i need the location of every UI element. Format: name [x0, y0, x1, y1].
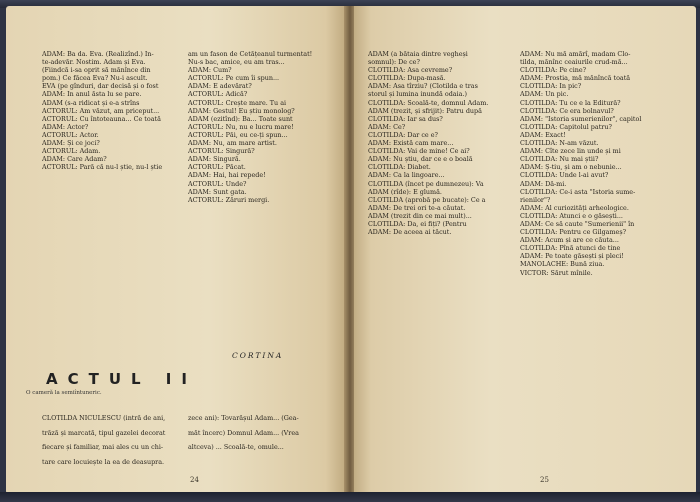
cortina-label: CORTINA	[232, 351, 284, 360]
text-line: ADAM: Nu, am mare artist.	[188, 139, 277, 148]
text-line: ADAM: Ce?	[368, 122, 406, 131]
text-line: tare care locuiește la ea de deasupra.	[42, 457, 165, 466]
text-line: ADAM: Un pic.	[520, 90, 569, 99]
text-line: CLOTILDA: Iar sa dus?	[368, 114, 443, 123]
text-line: ADAM: Sunt gata.	[188, 187, 247, 196]
text-line: ACTORUL: Cu întoteauna... Ce toată	[42, 114, 161, 123]
text-line: CLOTILDA: Ce era bolnavul?	[520, 106, 614, 115]
text-line: ACTORUL: Crește mare. Tu ai	[188, 98, 287, 107]
text-line: EVA (pe gînduri, dar decisă și o fost	[42, 82, 159, 91]
text-line: ACTORUL: Zăruri mergi.	[188, 195, 270, 204]
text-line: ADAM: Există cam mare...	[368, 139, 454, 148]
text-line: CLOTILDA: Atunci e o găsești...	[520, 211, 623, 220]
text-line: ACTORUL: Actor.	[42, 130, 99, 139]
text-line: ADAM: Gestul! Eu știu monolog?	[188, 106, 295, 115]
text-line: (Fiindcă i-sa oprit să mănînce din	[42, 66, 151, 75]
text-line: ADAM (s-a ridicat și e-a strîns	[42, 98, 140, 107]
table-shadow	[0, 492, 700, 502]
text-line: ADAM: Singură.	[188, 155, 241, 164]
text-line: ADAM: Ba da. Eva. (Realizînd.) In-	[42, 50, 154, 58]
text-line: zece ani): Tovarășul Adam... (Gea-	[188, 414, 299, 423]
text-line: altceva) ... Scoală-te, omule...	[188, 443, 284, 452]
text-line: rienilor"?	[520, 195, 551, 204]
text-line: CLOTILDA: Da, ei fiți? (Pentru	[368, 219, 467, 228]
text-line: tilda, mănînc ceaiurile crud-mă...	[520, 58, 628, 67]
text-line: ACTORUL: Nu, nu e lucru mare!	[188, 122, 294, 131]
text-line: ACTORUL: Păcat.	[188, 163, 246, 172]
text-line: ADAM: De aceea ai tăcut.	[368, 228, 452, 237]
act-subtitle: O cameră la semiîntuneric.	[26, 390, 102, 396]
text-line: CLOTILDA: Capitolul patru?	[520, 122, 612, 131]
text-line: ADAM: De trei ori te-a căutat.	[368, 203, 466, 212]
text-line: CLOTILDA: Vai de mine! Ce ai?	[368, 147, 470, 156]
text-line: CLOTILDA: Pînă atunci de tine	[520, 244, 621, 253]
text-line: storul și lumina inundă odaia.)	[368, 90, 467, 99]
text-line: ADAM: In anul ăsta lu se pare.	[42, 90, 142, 99]
page-number-left: 24	[190, 476, 199, 484]
text-line: trăză și marcată, tipul gazelei decorat	[42, 428, 166, 437]
text-line: CLOTILDA: Dar ce e?	[368, 130, 438, 139]
text-line: ADAM: Cum?	[188, 66, 232, 75]
text-line: ADAM (rîde): E glumă.	[368, 187, 442, 196]
text-line: ADAM: Hai, hai repede!	[188, 171, 266, 180]
text-line: am un fason de Cetățeanul turmentat!	[188, 50, 313, 58]
text-line: ACTORUL: Pe cum îi spun...	[188, 74, 280, 83]
text-line: CLOTILDA: Asa cevreme?	[368, 66, 453, 75]
text-line: CLOTILDA: In pic?	[520, 82, 582, 91]
text-line: ADAM: Nu știu, dar ce e o boală	[368, 155, 473, 164]
text-line: ADAM (trezit, și sfrijit): Patru după	[368, 106, 482, 115]
text-line: ADAM: Pe toate găsești și pleci!	[520, 252, 624, 261]
text-line: somnul): De ce?	[368, 58, 420, 67]
right-page-column-2	[520, 50, 670, 277]
text-line: ADAM: Care Adam?	[42, 155, 107, 164]
text-line: ADAM: Prostia, mă mănîncă toată	[520, 74, 631, 83]
right-page	[354, 6, 696, 494]
text-line: ACTORUL: Am văzut, am priceput...	[42, 106, 160, 115]
text-line: CLOTILDA: Dupa-masă.	[368, 74, 446, 83]
right-page-column-1	[368, 50, 504, 236]
text-line: ADAM: "Istoria sumerienilor", capitol	[520, 114, 642, 123]
text-line: pom.) Ce făcea Eva? Nu-i ascult.	[42, 74, 148, 83]
left-page-column-2	[188, 50, 328, 204]
text-line: ADAM: Dă-mi.	[520, 179, 567, 188]
text-line: ACTORUL: Unde?	[188, 179, 247, 188]
left-page	[6, 6, 346, 494]
text-line: CLOTILDA (încet pe dumnezeu): Va	[368, 179, 484, 188]
text-line: ACTORUL: Pară că nu-l știe, nu-l știe	[42, 163, 163, 172]
text-line: ADAM: Exact!	[520, 130, 566, 139]
text-line: ADAM: E adevărat?	[188, 82, 252, 91]
text-line: ACTORUL: Adam.	[42, 147, 101, 156]
text-line: CLOTILDA: Scoală-te, domnul Adam.	[368, 98, 489, 107]
text-line: ADAM: Și ce joci?	[42, 139, 100, 148]
text-line: ADAM: Ș-tiu, și am o nebunie...	[520, 163, 622, 172]
text-line: CLOTILDA (aprobă pe bucate): Ce a	[368, 195, 486, 204]
text-line: te-adevăr. Nostim. Adam și Eva.	[42, 58, 146, 67]
text-line: ADAM: Acum și are ce căuta...	[520, 236, 619, 245]
text-line: fiecare și familiar, mai ales cu un chi-	[42, 443, 164, 452]
text-line: Nu-s bac, amice, eu am tras...	[188, 58, 285, 67]
text-line: CLOTILDA: Pe cine?	[520, 66, 587, 75]
text-line: CLOTILDA NICULESCU (intră de ani,	[42, 414, 166, 423]
text-line: CLOTILDA: Tu ce e la Editură?	[520, 98, 621, 107]
text-line: CLOTILDA: Pentru ce Gilgameș?	[520, 228, 627, 237]
act-heading	[46, 370, 276, 392]
text-line: CLOTILDA: Ce-i asta "Istoria sume-	[520, 187, 636, 196]
text-line: CLOTILDA: N-am văzut.	[520, 139, 599, 148]
text-line: MANOLACHE: Bună ziua.	[520, 260, 605, 269]
text-line: ADAM: Asa tîrziu? (Clotilda e tras	[368, 82, 478, 91]
act-title: ACTUL II	[46, 370, 197, 388]
text-line: ADAM (trezit din ce mai mult)...	[368, 211, 472, 220]
text-line: ADAM: Ce să caute "Sumerienii" în	[520, 219, 635, 228]
text-line: ACTORUL: Adică?	[188, 90, 248, 99]
text-line: CLOTILDA: Nu mai știi?	[520, 155, 599, 164]
text-line: CLOTILDA: Diabet.	[368, 163, 431, 172]
page-number-right: 25	[540, 476, 549, 484]
act-opening-column-1	[42, 408, 187, 472]
text-line: ADAM: Cîte zece lin unde și mi	[520, 147, 621, 156]
text-line: ADAM (ezitînd): Ba... Toate sunt	[188, 114, 293, 123]
text-line: VICTOR: Sărut mînile.	[520, 268, 593, 277]
text-line: CLOTILDA: Unde l-ai avut?	[520, 171, 609, 180]
text-line: ACTORUL: Păi, eu ce-ți spun...	[188, 130, 288, 139]
text-line: ADAM: Ca la lingoare...	[368, 171, 445, 180]
text-line: ADAM: Nu mă amărî, madam Clo-	[520, 50, 631, 58]
left-page-column-1	[42, 50, 172, 171]
text-line: măt încerc) Domnul Adam... (Vrea	[188, 428, 299, 437]
act-opening-column-2	[188, 408, 333, 458]
text-line: ADAM: Al curiozități arheologice.	[520, 203, 629, 212]
text-line: ACTORUL: Singură?	[188, 147, 255, 156]
text-line: ADAM (a bătaia dintre vegheși	[368, 50, 468, 58]
text-line: ADAM: Actor?	[42, 122, 89, 131]
